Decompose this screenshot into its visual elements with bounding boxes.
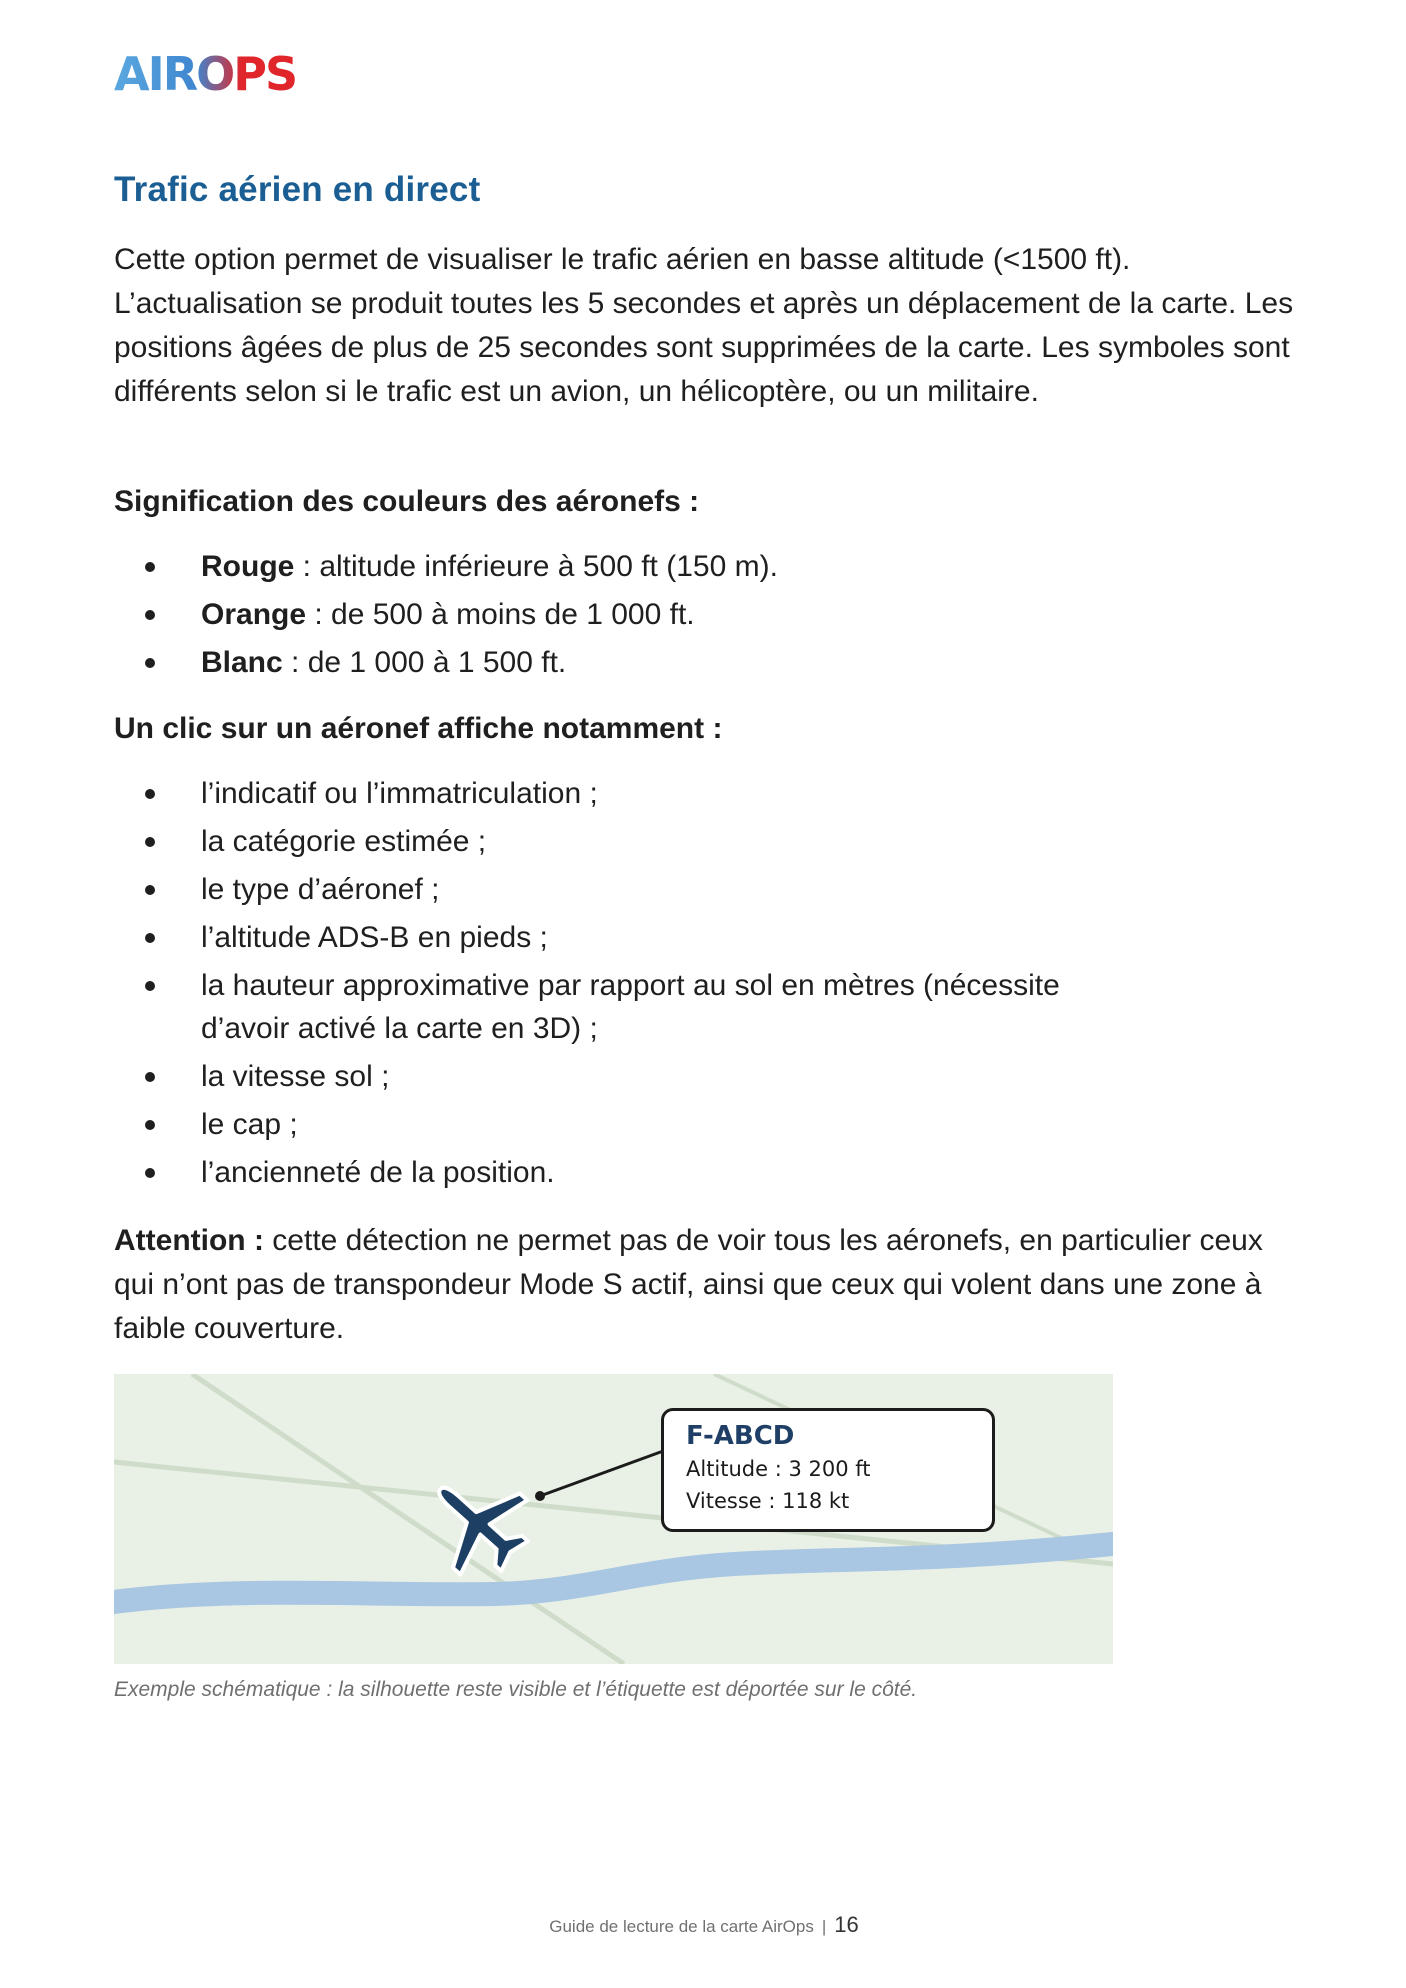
list-item: l’altitude ADS-B en pieds ; <box>114 916 1294 959</box>
list-item: l’indicatif ou l’immatriculation ; <box>114 772 1294 815</box>
attention-paragraph: Attention : cette détection ne permet pas de voir tous les aéronefs, en particulier ceux qui n’ont pas de transpondeur Mode S actif, ainsi que ceux qui volent dans une zone à faible couverture. <box>114 1224 1263 1345</box>
figure-caption: Exemple schématique : la silhouette reste visible et l’étiquette est déportée sur le côté. <box>114 1678 918 1701</box>
colors-heading: Signification des couleurs des aéronefs : <box>114 485 700 518</box>
footer-doc-title: Guide de lecture de la carte AirOps <box>549 1917 814 1936</box>
list-item: la catégorie estimée ; <box>114 820 1294 863</box>
list-item: la hauteur approximative par rapport au sol en mètres (nécessite d’avoir activé la carte en 3D) ; <box>114 964 1294 1050</box>
page-number: 16 <box>834 1912 859 1937</box>
airops-logo <box>114 48 304 98</box>
list-item: la vitesse sol ; <box>114 1055 1294 1098</box>
list-item: Blanc : de 1 000 à 1 500 ft. <box>114 641 1294 684</box>
leader-dot <box>535 1491 545 1501</box>
intro-paragraph: Cette option permet de visualiser le trafic aérien en basse altitude (<1500 ft). L’actualisation se produit toutes les 5 secondes et après un déplacement de la carte. Les positions âgées de plus de 25 secondes sont supprimées de la carte. Les symboles sont différents selon si le trafic est un avion, un hélicoptère, ou un militaire. <box>114 243 1294 408</box>
road <box>192 1374 624 1664</box>
aircraft-registration: F-ABCD <box>686 1421 795 1451</box>
footer-separator: | <box>821 1917 827 1936</box>
airops-logo-graphic <box>114 48 304 98</box>
click-heading: Un clic sur un aéronef affiche notamment : <box>114 712 723 745</box>
aircraft-altitude: Altitude : 3 200 ft <box>686 1457 871 1481</box>
list-item: le type d’aéronef ; <box>114 868 1294 911</box>
list-item: Rouge : altitude inférieure à 500 ft (150 m). <box>114 545 1294 588</box>
page-footer <box>114 1912 1294 1938</box>
river <box>114 1544 1113 1602</box>
section-title: Trafic aérien en direct <box>114 170 481 209</box>
colors-list <box>114 545 1294 689</box>
aircraft-icon <box>407 1452 548 1593</box>
callout-leader-line <box>540 1450 666 1496</box>
attention-label: Attention : <box>114 1224 264 1257</box>
list-item: le cap ; <box>114 1103 1294 1146</box>
svg-text:AIROPS: AIROPS <box>114 48 297 98</box>
aircraft-speed: Vitesse : 118 kt <box>686 1489 850 1513</box>
map-example <box>114 1374 1113 1664</box>
click-list <box>114 772 1294 1199</box>
aircraft-info-label <box>661 1408 995 1532</box>
list-item: l’ancienneté de la position. <box>114 1151 1294 1194</box>
list-item: Orange : de 500 à moins de 1 000 ft. <box>114 593 1294 636</box>
